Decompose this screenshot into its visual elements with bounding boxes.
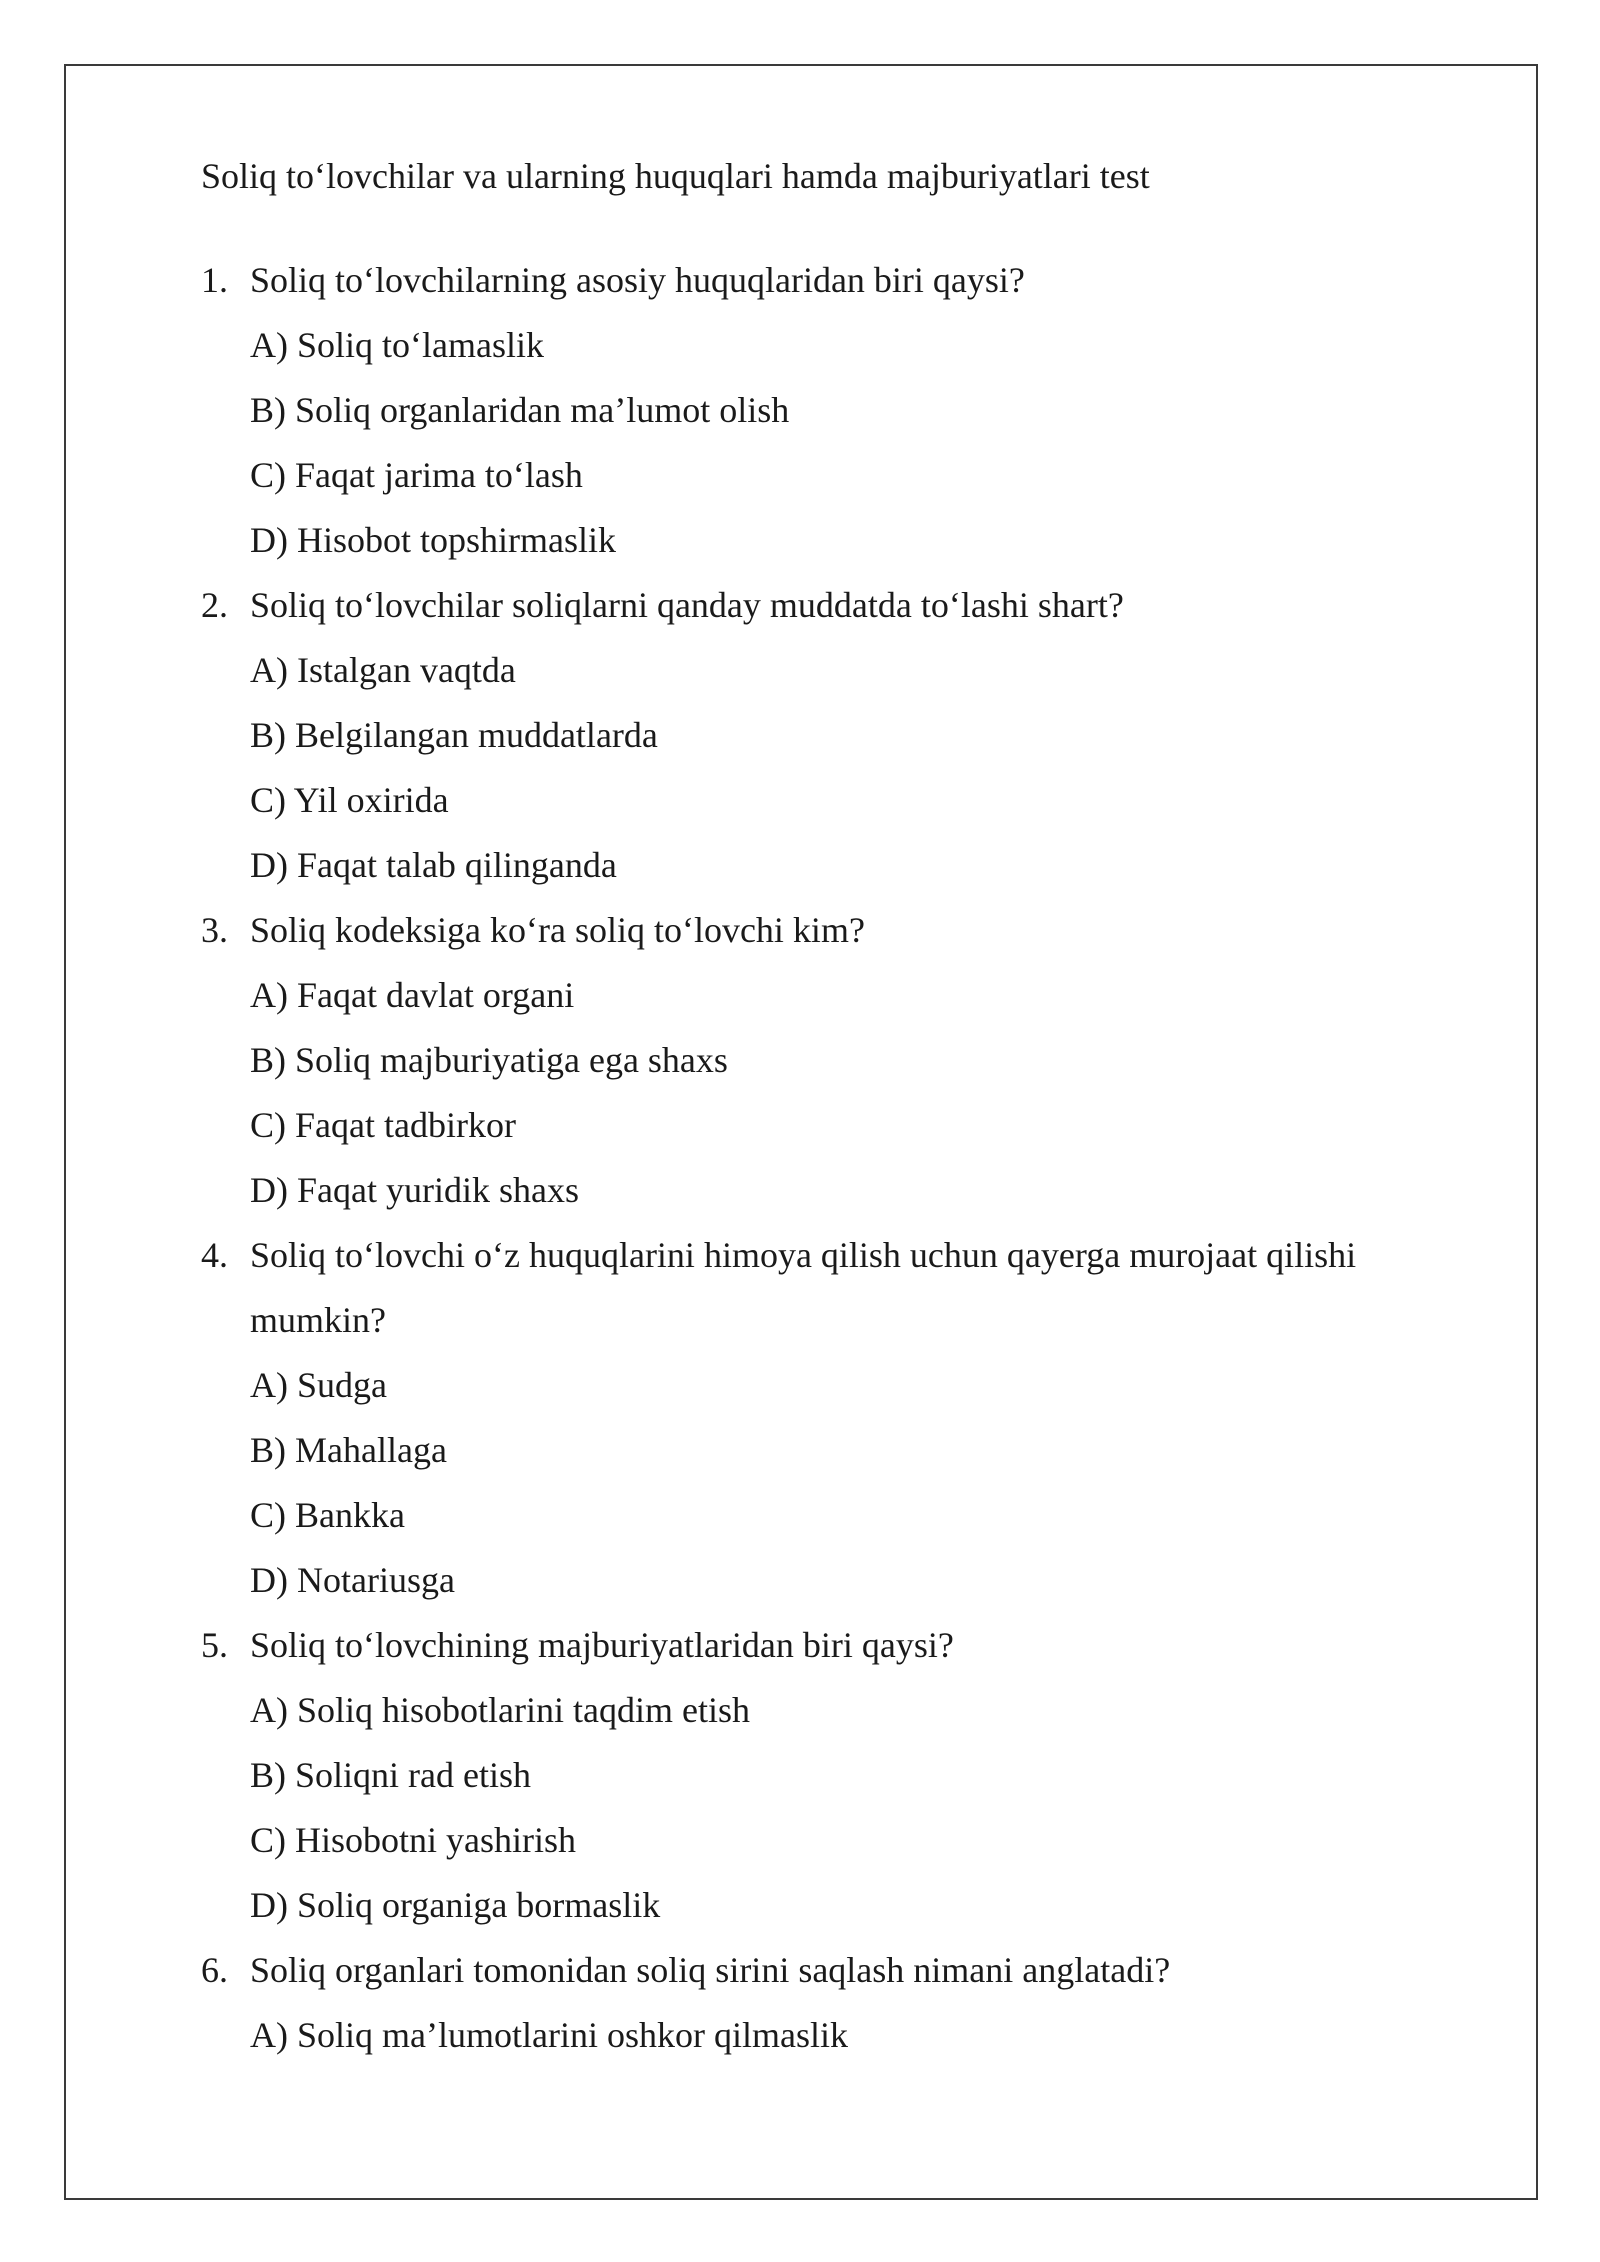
question-5 [201, 1613, 1441, 1938]
answer-option-a: A) Istalgan vaqtda [250, 650, 516, 690]
question-line [201, 248, 1441, 313]
answer-options [201, 1678, 1441, 1938]
answer-option-d: D) Faqat yuridik shaxs [250, 1170, 579, 1210]
question-text: Soliq to‘lovchi o‘z huquqlarini himoya qilish uchun qayerga murojaat qilishi mumkin? [250, 1235, 1357, 1340]
question-line [201, 1613, 1441, 1678]
answer-option-b: B) Soliqni rad etish [250, 1755, 531, 1795]
answer-option-c: C) Faqat tadbirkor [250, 1105, 516, 1145]
answer-option-d: D) Faqat talab qilinganda [250, 845, 617, 885]
answer-option-d: D) Soliq organiga bormaslik [250, 1885, 661, 1925]
answer-option-b: B) Mahallaga [250, 1430, 447, 1470]
answer-option-b: B) Soliq organlaridan ma’lumot olish [250, 390, 790, 430]
answer-option-a: A) Soliq to‘lamaslik [250, 325, 544, 365]
question-text: Soliq to‘lovchining majburiyatlaridan biri qaysi? [250, 1625, 954, 1665]
question-text: Soliq kodeksiga ko‘ra soliq to‘lovchi kim? [250, 910, 865, 950]
question-number: 5. [201, 1625, 228, 1665]
answer-option-d: D) Notariusga [250, 1560, 455, 1600]
question-line [201, 573, 1441, 638]
answer-options [201, 2003, 1441, 2068]
answer-option-c: C) Hisobotni yashirish [250, 1820, 577, 1860]
question-number: 1. [201, 260, 228, 300]
question-list [201, 248, 1441, 2068]
answer-options [201, 313, 1441, 573]
question-6 [201, 1938, 1441, 2068]
question-number: 2. [201, 585, 228, 625]
answer-option-c: C) Faqat jarima to‘lash [250, 455, 583, 495]
question-3 [201, 898, 1441, 1223]
answer-option-a: A) Soliq ma’lumotlarini oshkor qilmaslik [250, 2015, 848, 2055]
answer-options [201, 1353, 1441, 1613]
question-line [201, 898, 1441, 963]
question-4 [201, 1223, 1441, 1613]
answer-option-c: C) Bankka [250, 1495, 405, 1535]
answer-option-b: B) Soliq majburiyatiga ega shaxs [250, 1040, 728, 1080]
question-number: 6. [201, 1950, 228, 1990]
question-text: Soliq to‘lovchilar soliqlarni qanday muddatda to‘lashi shart? [250, 585, 1124, 625]
question-number: 3. [201, 910, 228, 950]
answer-option-d: D) Hisobot topshirmaslik [250, 520, 616, 560]
question-text: Soliq organlari tomonidan soliq sirini saqlash nimani anglatadi? [250, 1950, 1171, 1990]
answer-option-c: C) Yil oxirida [250, 780, 449, 820]
answer-option-a: A) Sudga [250, 1365, 387, 1405]
answer-options [201, 638, 1441, 898]
question-line [201, 1223, 1441, 1353]
question-1 [201, 248, 1441, 573]
answer-options [201, 963, 1441, 1223]
answer-option-a: A) Faqat davlat organi [250, 975, 575, 1015]
answer-option-b: B) Belgilangan muddatlarda [250, 715, 658, 755]
question-text: Soliq to‘lovchilarning asosiy huquqlaridan biri qaysi? [250, 260, 1025, 300]
question-2 [201, 573, 1441, 898]
document-title: Soliq to‘lovchilar va ularning huquqlari hamda majburiyatlari test [201, 156, 1150, 196]
answer-option-a: A) Soliq hisobotlarini taqdim etish [250, 1690, 750, 1730]
question-number: 4. [201, 1235, 228, 1275]
question-line [201, 1938, 1441, 2003]
